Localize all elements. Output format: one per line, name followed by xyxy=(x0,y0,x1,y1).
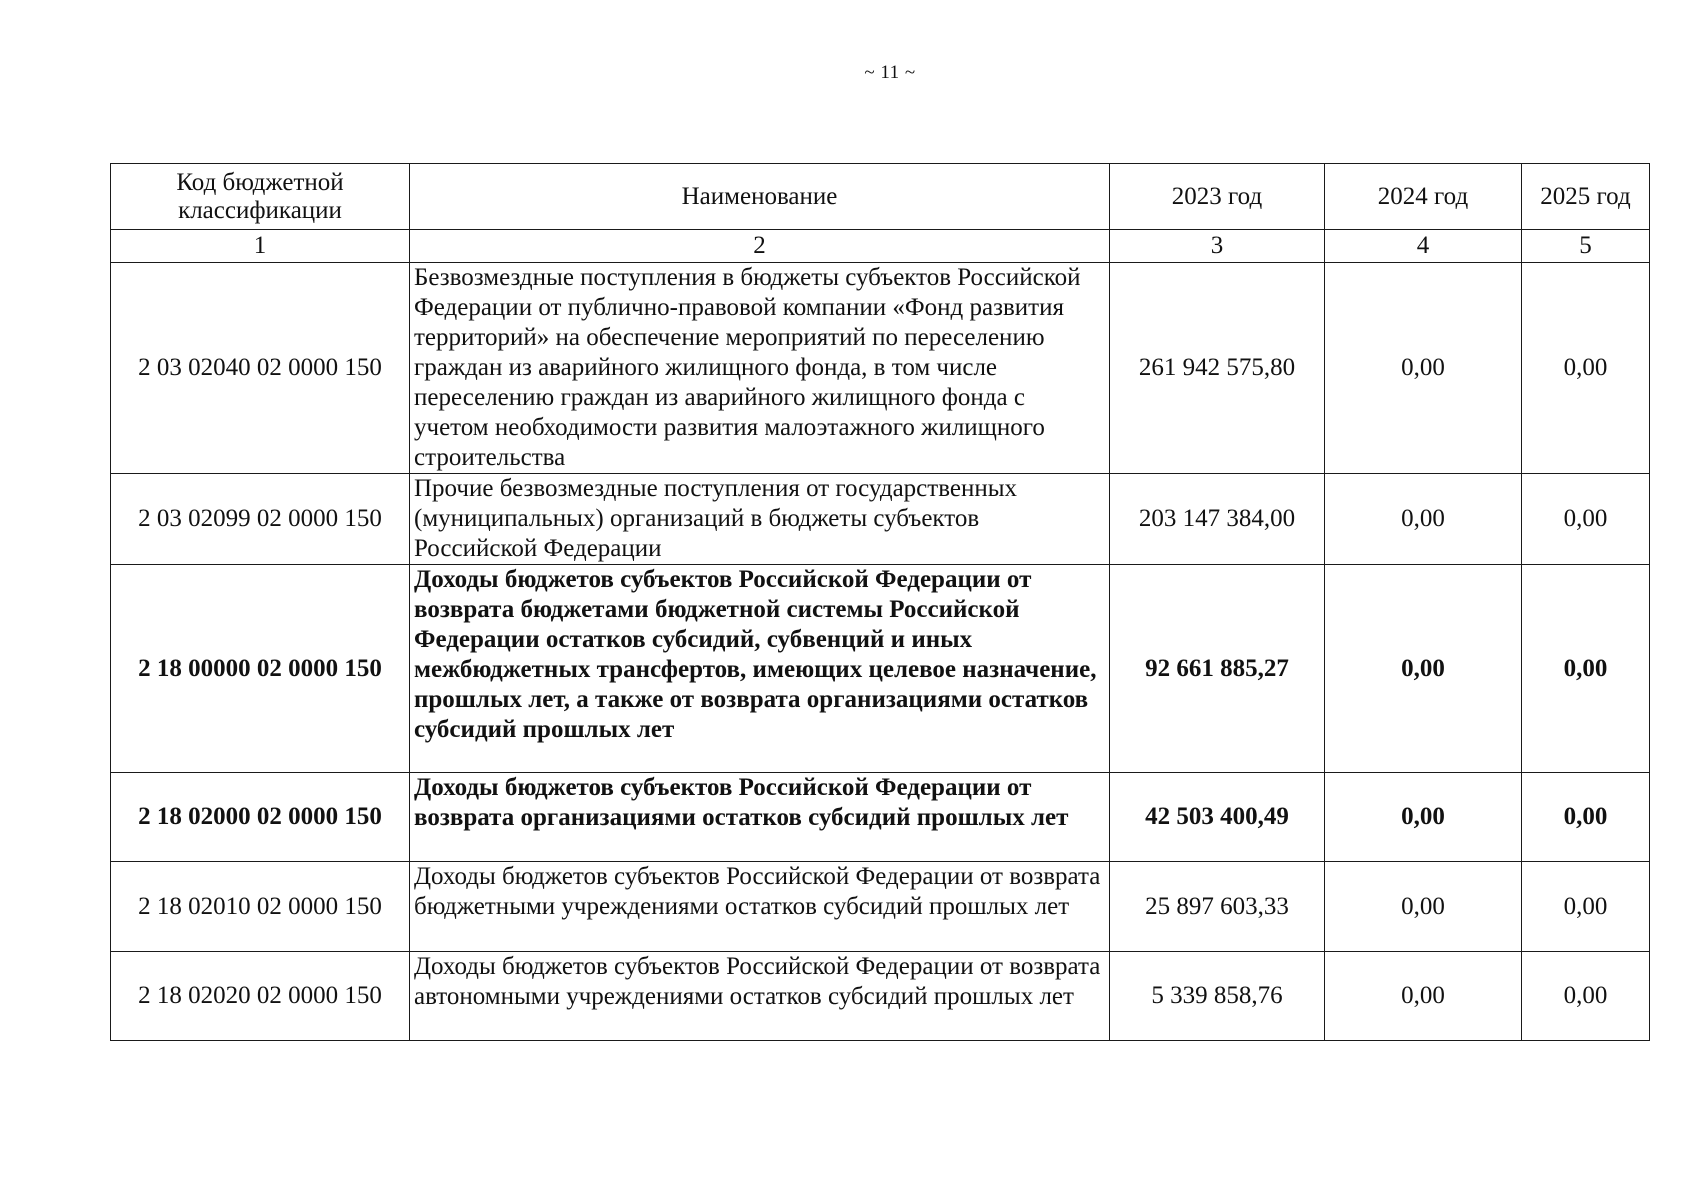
column-number-row xyxy=(111,230,1650,263)
header-2025: 2025 год xyxy=(1522,164,1650,230)
header-name: Наименование xyxy=(410,164,1110,230)
row-code: 2 18 02010 02 0000 150 xyxy=(111,862,410,952)
row-value-2024: 0,00 xyxy=(1325,773,1522,862)
table-row xyxy=(111,862,1650,952)
row-name: Доходы бюджетов субъектов Российской Федерации от возврата автономными учреждениями остатков субсидий прошлых лет xyxy=(410,952,1110,1041)
header-2024: 2024 год xyxy=(1325,164,1522,230)
row-name: Доходы бюджетов субъектов Российской Федерации от возврата бюджетными учреждениями остатков субсидий прошлых лет xyxy=(410,862,1110,952)
column-number: 4 xyxy=(1325,230,1522,263)
row-value-2025: 0,00 xyxy=(1522,565,1650,773)
table-row xyxy=(111,565,1650,773)
row-code: 2 18 00000 02 0000 150 xyxy=(111,565,410,773)
table-row xyxy=(111,773,1650,862)
row-value-2024: 0,00 xyxy=(1325,862,1522,952)
row-name: Прочие безвозмездные поступления от государственных (муниципальных) организаций в бюджеты субъектов Российской Федерации xyxy=(410,474,1110,565)
row-code: 2 18 02020 02 0000 150 xyxy=(111,952,410,1041)
header-code: Код бюджетной классификации xyxy=(111,164,410,230)
column-number: 1 xyxy=(111,230,410,263)
row-value-2023: 42 503 400,49 xyxy=(1110,773,1325,862)
header-2023: 2023 год xyxy=(1110,164,1325,230)
table-row xyxy=(111,952,1650,1041)
row-value-2023: 261 942 575,80 xyxy=(1110,263,1325,474)
row-value-2023: 203 147 384,00 xyxy=(1110,474,1325,565)
column-number: 5 xyxy=(1522,230,1650,263)
row-value-2025: 0,00 xyxy=(1522,773,1650,862)
column-number: 2 xyxy=(410,230,1110,263)
column-number: 3 xyxy=(1110,230,1325,263)
row-value-2025: 0,00 xyxy=(1522,263,1650,474)
page-number: ~ 11 ~ xyxy=(864,62,916,83)
row-value-2024: 0,00 xyxy=(1325,565,1522,773)
row-name: Доходы бюджетов субъектов Российской Федерации от возврата организациями остатков субсидий прошлых лет xyxy=(410,773,1110,862)
table-row xyxy=(111,474,1650,565)
row-code: 2 03 02099 02 0000 150 xyxy=(111,474,410,565)
row-value-2023: 92 661 885,27 xyxy=(1110,565,1325,773)
row-value-2025: 0,00 xyxy=(1522,474,1650,565)
row-value-2024: 0,00 xyxy=(1325,952,1522,1041)
table-header-row xyxy=(111,164,1650,230)
row-value-2025: 0,00 xyxy=(1522,952,1650,1041)
row-name: Доходы бюджетов субъектов Российской Федерации от возврата бюджетами бюджетной системы Российской Федерации остатков субсидий, субвенций и иных межбюджетных трансфертов, имеющих целевое назначение, прошлых лет, а также от возврата организациями остатков субсидий прошлых лет xyxy=(410,565,1110,773)
row-value-2023: 25 897 603,33 xyxy=(1110,862,1325,952)
budget-revenue-table xyxy=(110,163,1650,1041)
row-code: 2 18 02000 02 0000 150 xyxy=(111,773,410,862)
table-row xyxy=(111,263,1650,474)
row-value-2025: 0,00 xyxy=(1522,862,1650,952)
row-value-2024: 0,00 xyxy=(1325,474,1522,565)
row-code: 2 03 02040 02 0000 150 xyxy=(111,263,410,474)
row-name: Безвозмездные поступления в бюджеты субъектов Российской Федерации от публично-правовой компании «Фонд развития территорий» на обеспечение мероприятий по переселению граждан из аварийного жилищного фонда, в том числе переселению граждан из аварийного жилищного фонда с учетом необходимости развития малоэтажного жилищного строительства xyxy=(410,263,1110,474)
row-value-2024: 0,00 xyxy=(1325,263,1522,474)
row-value-2023: 5 339 858,76 xyxy=(1110,952,1325,1041)
